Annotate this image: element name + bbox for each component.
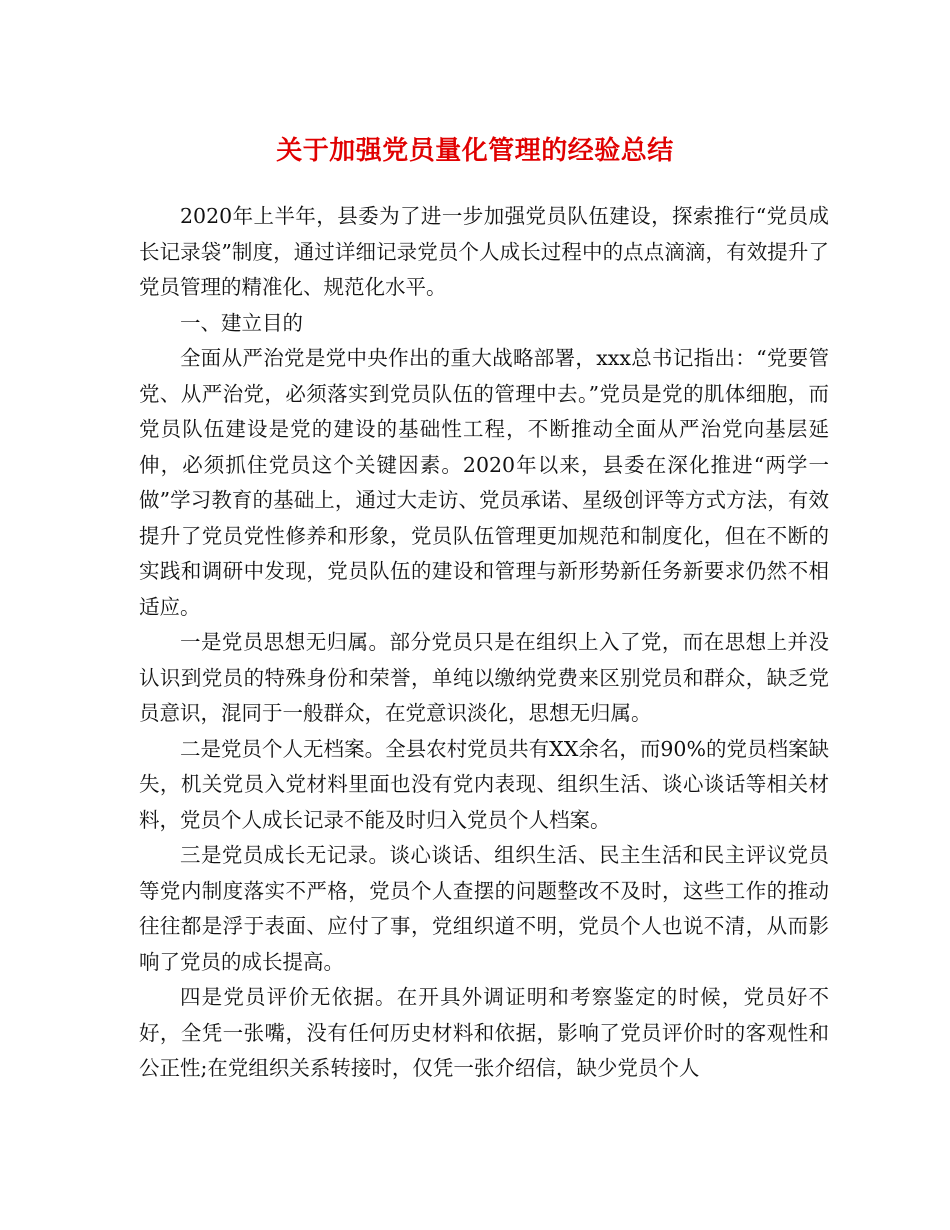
paragraph-point-1: 一是党员思想无归属。部分党员只是在组织上入了党，而在思想上并没认识到党员的特殊身份和荣誉，单纯以缴纳党费来区别党员和群众，缺乏党员意识，混同于一般群众，在党意识淡化，思想无归属。 [139,630,829,725]
document-title: 关于加强党员量化管理的经验总结 [276,136,674,166]
paragraph-intro: 2020年上半年，县委为了进一步加强党员队伍建设，探索推行“党员成长记录袋”制度，通过详细记录党员个人成长过程中的点点滴滴，有效提升了党员管理的精准化、规范化水平。 [139,204,829,299]
section-heading: 一、建立目的 [180,310,303,335]
paragraph-background: 全面从严治党是党中央作出的重大战略部署，xxx总书记指出：“党要管党、从严治党，必须落实到党员队伍的管理中去。”党员是党的肌体细胞，而党员队伍建设是党的建设的基础性工程，不断推动全面从严治党向基层延伸，必须抓住党员这个关键因素。2020年以来，县委在深化推进“两学一做”学习教育的基础上，通过大走访、党员承诺、星级创评等方式方法，有效提升了党员党性修养和形象，党员队伍管理更加规范和制度化，但在不断的实践和调研中发现，党员队伍的建设和管理与新形势新任务新要求仍然不相适应。 [139,346,829,619]
document-body [139,199,829,1087]
paragraph-point-2: 二是党员个人无档案。全县农村党员共有XX余名，而90%的党员档案缺失，机关党员入党材料里面也没有党内表现、组织生活、谈心谈话等相关材料，党员个人成长记录不能及时归入党员个人档案。 [139,736,829,832]
paragraph-point-3: 三是党员成长无记录。谈心谈话、组织生活、民主生活和民主评议党员等党内制度落实不严格，党员个人查摆的问题整改不及时，这些工作的推动往往都是浮于表面、应付了事，党组织道不明，党员个人也说不清，从而影响了党员的成长提高。 [139,843,829,974]
paragraph-point-4: 四是党员评价无依据。在开具外调证明和考察鉴定的时候，党员好不好，全凭一张嘴，没有任何历史材料和依据，影响了党员评价时的客观性和公正性;在党组织关系转接时，仅凭一张介绍信，缺少党员个人 [139,985,829,1080]
